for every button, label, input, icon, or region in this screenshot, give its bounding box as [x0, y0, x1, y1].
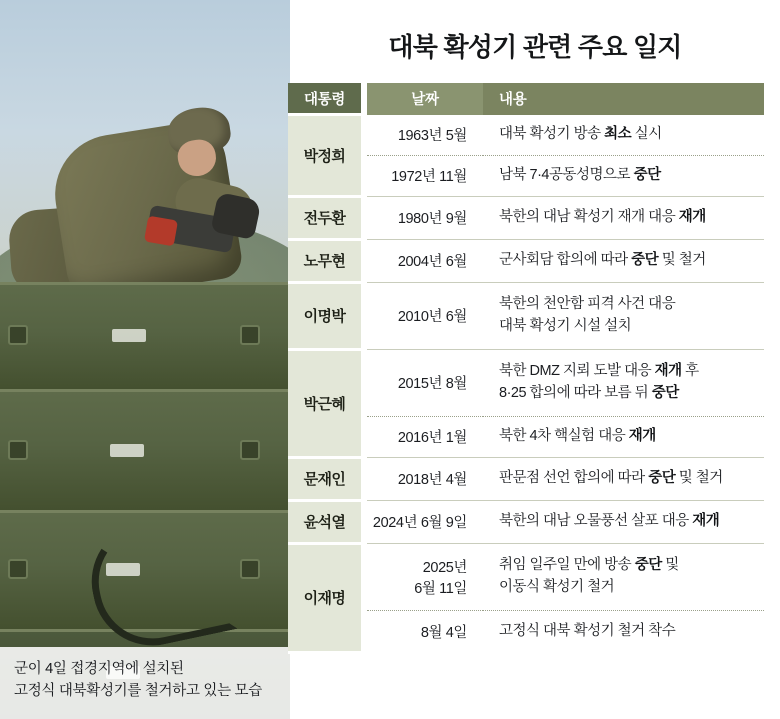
- equipment-box: [0, 282, 290, 392]
- box-bolt: [240, 325, 260, 345]
- cell-date: 2010년 6월: [367, 282, 483, 349]
- box-latch: [112, 329, 146, 342]
- cell-date: 1980년 9월: [367, 196, 483, 239]
- box-bolt: [240, 440, 260, 460]
- content-panel: [290, 0, 780, 719]
- table-row: [288, 282, 764, 349]
- table-row: [288, 543, 764, 610]
- timeline-table: [288, 83, 764, 654]
- box-bolt: [8, 440, 28, 460]
- box-bolt: [8, 559, 28, 579]
- cell-president: 문재인: [288, 457, 361, 500]
- header-date: 날짜: [367, 83, 483, 115]
- cell-content: 북한의 대남 오물풍선 살포 대응 재개: [483, 500, 764, 543]
- cell-date: 2018년 4월: [367, 457, 483, 500]
- cell-content: 북한 4차 핵실험 대응 재개: [483, 416, 764, 457]
- table-row: [288, 349, 764, 416]
- caption-line-1: 군이 4일 접경지역에 설치된: [14, 661, 184, 677]
- cell-date: 8월 4일: [420, 625, 467, 641]
- power-tool-body: [144, 216, 178, 247]
- cell-content: 북한 DMZ 지뢰 도발 대응 재개 후 8·25 합의에 따라 보름 뒤 중단: [483, 349, 764, 416]
- box-bolt: [8, 325, 28, 345]
- cell-content: 판문점 선언 합의에 따라 중단 및 철거: [483, 457, 764, 500]
- cell-president: 노무현: [288, 239, 361, 282]
- table-row: [288, 239, 764, 282]
- table-row: [288, 196, 764, 239]
- table-row: [288, 500, 764, 543]
- cell-date: 2015년 8월: [367, 349, 483, 416]
- table-body: [288, 115, 764, 653]
- cell-content: 북한의 대남 확성기 재개 대응 재개: [483, 196, 764, 239]
- cell-content: 고정식 대북 확성기 철거 착수: [499, 622, 676, 639]
- caption-line-2: 고정식 대북확성기를 철거하고 있는 모습: [14, 683, 262, 700]
- table-row: [288, 115, 764, 156]
- equipment-box: [0, 389, 290, 513]
- cell-president: 윤석열: [288, 500, 361, 543]
- page-title: 대북 확성기 관련 주요 일지: [388, 32, 682, 62]
- box-bolt: [240, 559, 260, 579]
- photo-caption: [0, 647, 290, 719]
- cell-president: 박정희: [288, 115, 361, 197]
- cell-content: 취임 일주일 만에 방송 중단 및 이동식 확성기 철거: [483, 543, 764, 610]
- cell-content: 남북 7·4공동성명으로 중단: [483, 155, 764, 196]
- box-latch: [110, 444, 144, 457]
- cell-date: 2024년 6월 9일: [367, 500, 483, 543]
- cell-date: 1963년 5월: [367, 115, 483, 156]
- cell-president: 전두환: [288, 196, 361, 239]
- cell-president: 박근혜: [288, 349, 361, 457]
- table-header-row: [288, 83, 764, 115]
- cell-date: 2004년 6월: [367, 239, 483, 282]
- cell-date: 1972년 11월: [367, 155, 483, 196]
- cell-date: 2025년 6월 11일: [367, 543, 483, 610]
- header-president: 대통령: [288, 83, 361, 115]
- cell-president: 이재명: [288, 543, 361, 653]
- cell-content: 북한의 천안함 피격 사건 대응 대북 확성기 시설 설치: [483, 282, 764, 349]
- header-content: 내용: [483, 83, 764, 115]
- cell-content: 군사회담 합의에 따라 중단 및 철거: [483, 239, 764, 282]
- photo-panel: [0, 0, 290, 719]
- table-row: [288, 457, 764, 500]
- cell-date: 2016년 1월: [367, 416, 483, 457]
- cell-content: 대북 확성기 방송 최소 실시: [483, 115, 764, 156]
- cell-president: 이명박: [288, 282, 361, 349]
